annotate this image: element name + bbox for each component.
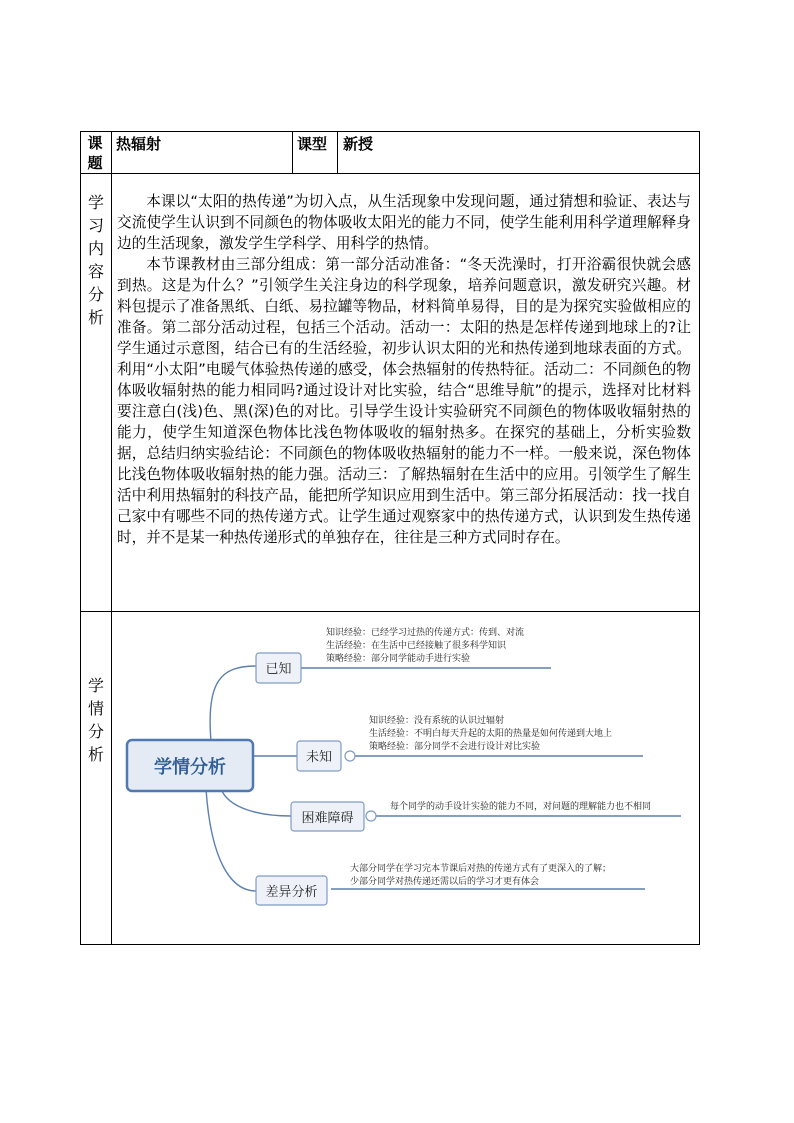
content-label-cell	[80, 173, 112, 612]
lesson-label-cell	[80, 131, 112, 174]
note-known-2: 生活经验：在生活中已经接触了很多科学知识	[326, 641, 507, 651]
notes-difficulty	[390, 800, 651, 812]
student-analysis-label: 学情分析	[88, 676, 105, 764]
content-text-cell	[111, 173, 700, 612]
branch-unknown-label: 未知	[305, 750, 333, 765]
branch-difference	[256, 876, 327, 905]
notes-known	[326, 626, 524, 664]
central-node-label: 学情分析	[154, 757, 226, 778]
mindmap-cell	[111, 611, 700, 945]
type-label: 课型	[297, 135, 328, 153]
content-analysis-label: 学习内容分析	[88, 193, 105, 327]
branch-known	[256, 653, 301, 683]
notes-difference	[350, 862, 611, 887]
type-label-cell	[292, 131, 338, 174]
branch-difficulty-collapse-dot	[366, 811, 376, 821]
note-known-3: 策略经验：部分同学能动手进行实验	[326, 654, 471, 664]
note-unknown-3: 策略经验：部分同学不会进行设计对比实验	[369, 742, 541, 752]
note-difficulty-1: 每个同学的动手设计实验的能力不同，对问题的理解能力也不相同	[390, 802, 652, 812]
notes-unknown	[369, 714, 612, 752]
branch-difficulty-label: 困难障碍	[301, 811, 354, 826]
connector-known	[210, 666, 256, 741]
branch-difference-label: 差异分析	[265, 885, 318, 900]
content-paragraph-2: 本节课教材由三部分组成：第一部分活动准备：“冬天洗澡时，打开浴霸很快就会感到热。这是为什么？”引领学生关注身边的科学现象，培养问题意识，激发研究兴趣。材料包提示了准备黑纸、白纸、易拉罐等物品，材料简单易得，目的是为探究实验做相应的准备。第二部分活动过程，包括三个活动。活动一：太阳的热是怎样传递到地球上的?让学生通过示意图，结合已有的生活经验，初步认识太阳的光和热传递到地球表面的方式。利用“小太阳”电暖气体验热传递的感受，体会热辐射的传热特征。活动二：不同颜色的物体吸收辐射热的能力相同吗?通过设计对比实验，结合“思维导航”的提示，选择对比材料要注意白(浅)色、黑(深)色的对比。引导学生设计实验研究不同颜色的物体吸收辐射热的能力，使学生知道深色物体比浅色物体吸收的辐射热多。在探究的基础上，分析实验数据，总结归纳实验结论：不同颜色的物体吸收热辐射的能力不一样。一般来说，深色物体比浅色物体吸收辐射热的能力强。活动三：了解热辐射在生活中的应用。引领学生了解生活中利用热辐射的科技产品，能把所学知识应用到生活中。第三部分拓展活动：找一找自己家中有哪些不同的热传递方式。让学生通过观察家中的热传递方式，认识到发生热传递时，并不是某一种热传递形式的单独存在，往往是三种方式同时存在。	[117, 256, 691, 546]
lesson-label: 课题	[87, 134, 103, 172]
connector-difference	[206, 789, 256, 891]
lesson-title-cell	[111, 131, 293, 174]
note-underlines	[301, 668, 681, 889]
branch-unknown	[297, 741, 355, 771]
note-difference-1: 大部分同学在学习完本节课后对热的传递方式有了更深入的了解；	[350, 864, 612, 874]
note-difference-2: 少部分同学对热传递还需以后的学习才更有体会	[350, 877, 540, 887]
note-unknown-2: 生活经验：不明白每天升起的太阳的热量是如何传递到大地上	[369, 729, 613, 739]
central-node	[127, 740, 253, 791]
branch-difficulty	[291, 802, 376, 831]
connector-difficulty	[221, 789, 291, 816]
lesson-title: 热辐射	[116, 135, 162, 153]
branch-unknown-collapse-dot	[345, 751, 355, 761]
content-paragraph-1: 本课以“太阳的热传递”为切入点，从生活现象中发现问题，通过猜想和验证、表达与交流使学生认识到不同颜色的物体吸收太阳光的能力不同，使学生能利用科学道理解释身边的生活现象，激发学生学科学、用科学的热情。	[117, 193, 691, 252]
mindmap	[111, 611, 698, 943]
note-known-1: 知识经验：已经学习过热的传递方式：传到、对流	[326, 628, 525, 638]
note-unknown-1: 知识经验：没有系统的认识过辐射	[369, 716, 505, 726]
type-value: 新授	[343, 135, 374, 153]
branch-known-label: 已知	[265, 662, 292, 677]
student-label-cell	[80, 611, 112, 945]
type-value-cell	[337, 131, 700, 174]
